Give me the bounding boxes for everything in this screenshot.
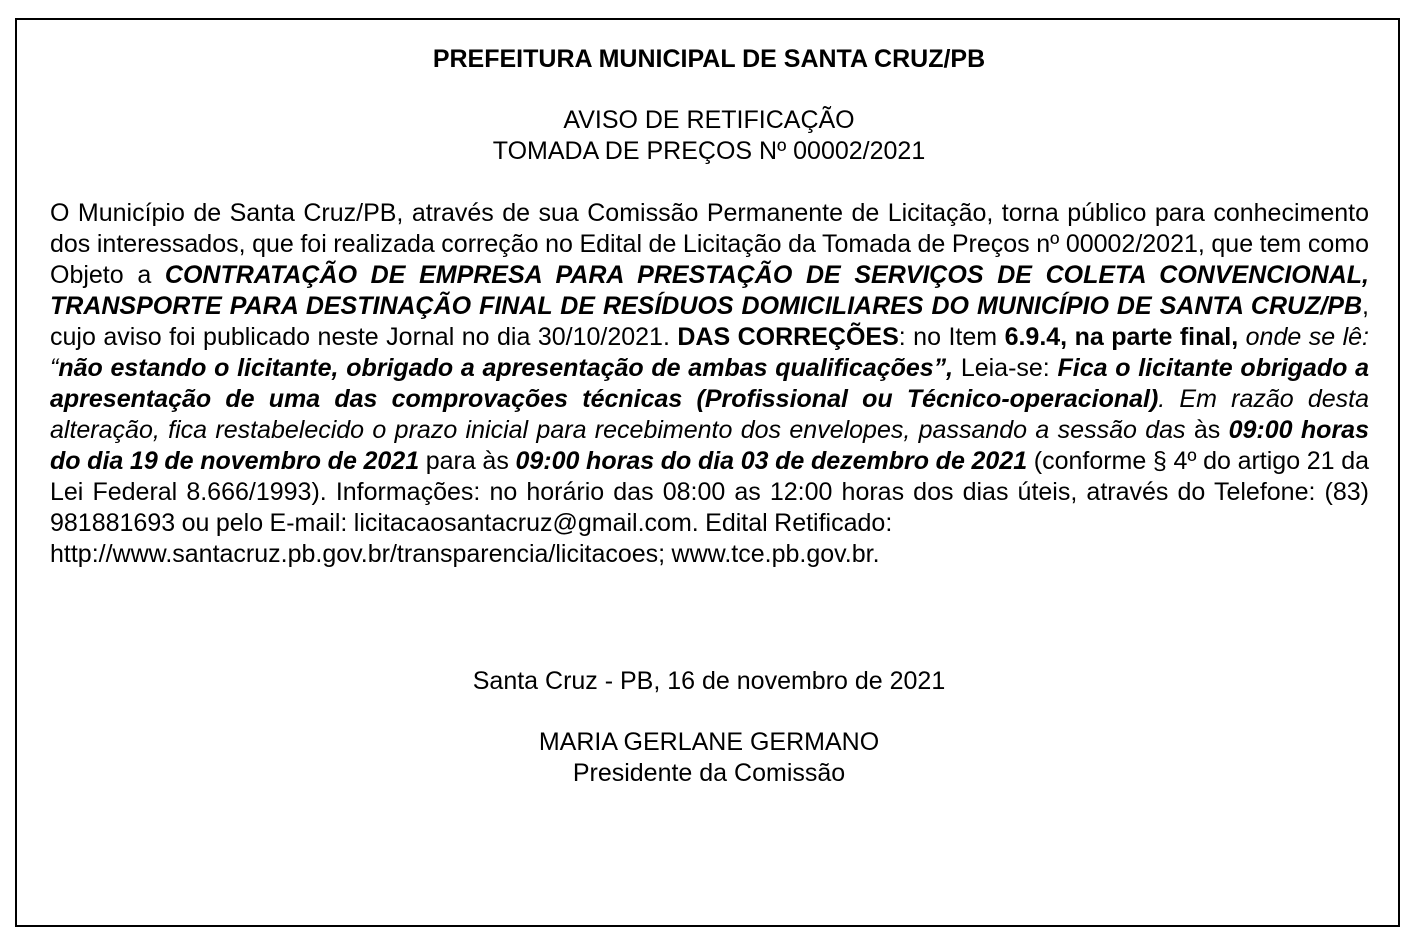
signer-name: MARIA GERLANE GERMANO	[538, 728, 880, 756]
signer-role: Presidente da Comissão	[572, 759, 846, 787]
contact-info: (conforme § 4º do artigo 21 da Lei Federal 8.666/1993). Informações: no horário das 08:00 as 12:00 horas dos dias úteis, através do Telefone: (83) 981881693 ou pelo E-mail: licitacaosantacruz@gmail.com. Edital Retificado:	[50, 447, 1369, 537]
new-session-date: 09:00 horas do dia 03 de dezembro de 2021	[515, 447, 1028, 475]
old-text: não estando o licitante, obrigado a apresentação de ambas qualificações”,	[58, 354, 954, 382]
page-title: PREFEITURA MUNICIPAL DE SANTA CRUZ/PB	[432, 45, 986, 73]
change-explanation: . Em razão desta alteração, fica restabelecido o prazo inicial para recebimento dos envelopes, passando a sessão das	[50, 385, 1370, 444]
from-label: às	[1185, 416, 1229, 444]
corrections-heading: DAS CORREÇÕES	[677, 323, 899, 351]
publication-info: , cujo aviso foi publicado neste Jornal no dia 30/10/2021.	[50, 292, 1369, 351]
item-prefix: : no Item	[898, 323, 1005, 351]
edital-links: http://www.santacruz.pb.gov.br/transparencia/licitacoes; www.tce.pb.gov.br.	[50, 540, 880, 568]
signature-block	[0, 727, 1418, 789]
old-session-date: 09:00 horas do dia 19 de novembro de 2021	[50, 416, 1369, 475]
where-reads-label: onde se lê: “	[50, 323, 1370, 382]
new-text: Fica o licitante obrigado a apresentação de uma das comprovações técnicas (Profissional ou Técnico-operacional)	[50, 354, 1369, 413]
object-description: CONTRATAÇÃO DE EMPRESA PARA PRESTAÇÃO DE SERVIÇOS DE COLETA CONVENCIONAL, TRANSPORTE PARA DESTINAÇÃO FINAL DE RESÍDUOS DOMICILIARES DO MUNICÍPIO DE SANTA CRUZ/PB	[50, 261, 1369, 320]
body-intro: O Município de Santa Cruz/PB, através de sua Comissão Permanente de Licitação, torna público para conhecimento dos interessados, que foi realizada correção no Edital de Licitação da Tomada de Preços nº 00002/2021, que tem como Objeto a	[50, 199, 1369, 289]
notice-type: AVISO DE RETIFICAÇÃO	[563, 106, 855, 134]
to-label: para às	[419, 447, 516, 475]
tender-reference: TOMADA DE PREÇOS Nº 00002/2021	[492, 137, 926, 165]
notice-heading	[0, 105, 1418, 167]
notice-body	[50, 198, 1369, 570]
place-date: Santa Cruz - PB, 16 de novembro de 2021	[472, 667, 946, 695]
item-reference: 6.9.4, na parte final,	[1004, 323, 1239, 351]
read-as-label: Leia-se:	[953, 354, 1058, 382]
